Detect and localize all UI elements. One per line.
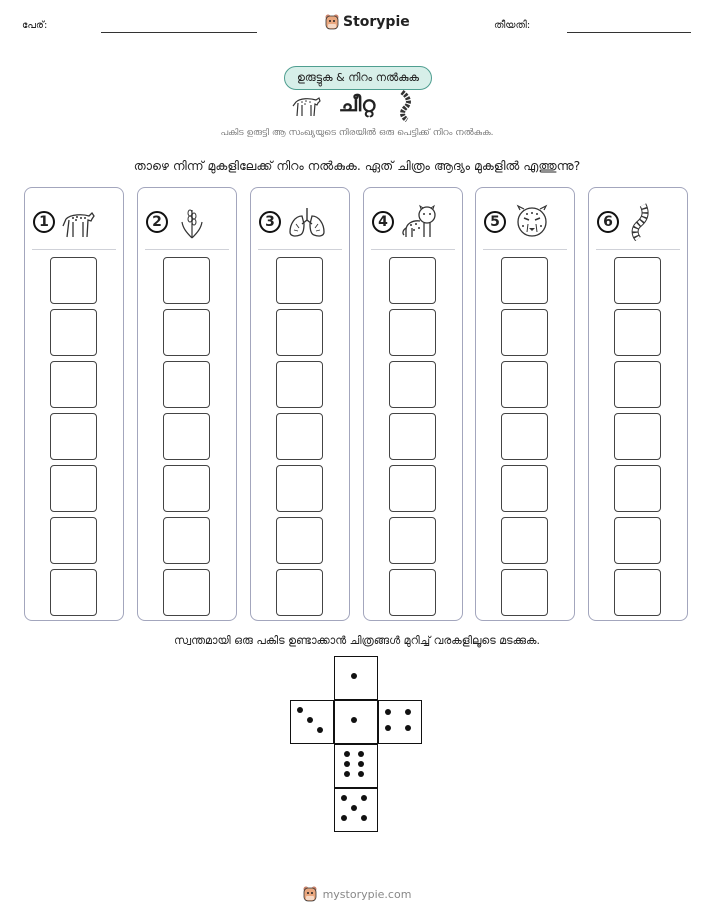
color-box[interactable] <box>389 517 436 564</box>
color-box[interactable] <box>50 361 97 408</box>
dice-face-three <box>290 700 334 744</box>
color-box[interactable] <box>50 465 97 512</box>
color-box[interactable] <box>276 413 323 460</box>
dice-face-five <box>334 788 378 832</box>
pip <box>341 815 347 821</box>
color-box[interactable] <box>501 257 548 304</box>
pip <box>351 717 357 723</box>
column-6 <box>588 187 688 621</box>
color-box[interactable] <box>389 309 436 356</box>
pip <box>344 751 350 757</box>
color-box[interactable] <box>501 413 548 460</box>
color-box[interactable] <box>501 465 548 512</box>
pip <box>358 771 364 777</box>
column-divider <box>32 249 116 250</box>
color-box[interactable] <box>614 361 661 408</box>
activity-badge: ഉരുട്ടുക & നിറം നൽകുക <box>284 66 432 90</box>
color-box[interactable] <box>276 309 323 356</box>
pip <box>361 795 367 801</box>
dice-net[interactable] <box>290 656 426 836</box>
brand-logo <box>325 14 410 30</box>
color-box[interactable] <box>614 413 661 460</box>
column-divider <box>145 249 229 250</box>
instruction: താഴെ നിന്ന് മുകളിലേക്ക് നിറം നൽകുക. ഏത് ചിത്രം ആദ്യം മുകളിൽ എത്തുന്നു? <box>133 158 581 173</box>
pip <box>341 795 347 801</box>
column-2 <box>137 187 237 621</box>
column-3 <box>250 187 350 621</box>
name-label: പേര്: <box>22 20 48 31</box>
dice-face-one <box>334 700 378 744</box>
date-line[interactable] <box>567 32 691 33</box>
color-box[interactable] <box>389 569 436 616</box>
column-5 <box>475 187 575 621</box>
dice-face-four <box>378 700 422 744</box>
pip <box>361 815 367 821</box>
color-box[interactable] <box>276 517 323 564</box>
pip <box>307 717 313 723</box>
pip <box>344 761 350 767</box>
pip <box>351 805 357 811</box>
pip <box>358 761 364 767</box>
color-box[interactable] <box>50 257 97 304</box>
color-box[interactable] <box>163 569 210 616</box>
cheetah-standing-icon <box>61 204 97 240</box>
net-instruction: സ്വന്തമായി ഒരു പകിട ഉണ്ടാക്കാൻ ചിത്രങ്ങൾ മുറിച്ച് വരകളിലൂടെ മടക്കുക. <box>174 634 540 647</box>
color-box[interactable] <box>501 361 548 408</box>
color-box[interactable] <box>501 569 548 616</box>
color-box[interactable] <box>50 517 97 564</box>
grass-stalk-icon <box>174 204 210 240</box>
dice-face-six <box>334 744 378 788</box>
color-box[interactable] <box>163 361 210 408</box>
column-number: 2 <box>146 211 168 233</box>
lungs-icon <box>287 204 327 240</box>
bear-logo-icon <box>303 886 317 902</box>
footer-url[interactable]: mystorypie.com <box>322 887 412 901</box>
color-box[interactable] <box>163 257 210 304</box>
column-number: 4 <box>372 211 394 233</box>
color-box[interactable] <box>276 569 323 616</box>
color-box[interactable] <box>163 413 210 460</box>
pip <box>351 673 357 679</box>
color-box[interactable] <box>389 413 436 460</box>
color-box[interactable] <box>276 465 323 512</box>
footer <box>0 886 714 902</box>
date-label: തീയതി: <box>494 20 531 31</box>
brand-name: Storypie <box>343 14 410 30</box>
color-box[interactable] <box>50 309 97 356</box>
color-box[interactable] <box>614 257 661 304</box>
column-divider <box>483 249 567 250</box>
pip <box>317 727 323 733</box>
bear-logo-icon <box>325 14 339 30</box>
cheetah-cub-icon <box>400 204 440 240</box>
pip <box>344 771 350 777</box>
color-box[interactable] <box>276 361 323 408</box>
color-box[interactable] <box>163 309 210 356</box>
subtitle: പകിട ഉരുട്ടി ആ സംഖ്യയുടെ നിരയിൽ ഒരു പെട്ടിക്ക് നിറം നൽകുക. <box>220 128 494 138</box>
column-divider <box>371 249 455 250</box>
color-box[interactable] <box>614 465 661 512</box>
column-number: 6 <box>597 211 619 233</box>
column-1 <box>24 187 124 621</box>
color-box[interactable] <box>50 569 97 616</box>
pip <box>405 725 411 731</box>
color-box[interactable] <box>389 257 436 304</box>
cheetah-face-icon <box>512 204 552 240</box>
color-box[interactable] <box>501 309 548 356</box>
color-box[interactable] <box>614 517 661 564</box>
spine-icon <box>625 203 655 241</box>
page-title: ചീറ്റ <box>338 92 376 116</box>
column-divider <box>596 249 680 250</box>
pip <box>405 709 411 715</box>
pip <box>385 725 391 731</box>
color-box[interactable] <box>276 257 323 304</box>
color-box[interactable] <box>389 465 436 512</box>
color-box[interactable] <box>163 465 210 512</box>
spine-small-icon <box>396 90 416 122</box>
color-box[interactable] <box>501 517 548 564</box>
color-box[interactable] <box>389 361 436 408</box>
column-divider <box>258 249 342 250</box>
column-number: 1 <box>33 211 55 233</box>
color-box[interactable] <box>50 413 97 460</box>
column-number: 5 <box>484 211 506 233</box>
dice-face-one <box>334 656 378 700</box>
column-number: 3 <box>259 211 281 233</box>
pip <box>358 751 364 757</box>
color-box[interactable] <box>614 569 661 616</box>
name-line[interactable] <box>101 32 257 33</box>
column-4 <box>363 187 463 621</box>
pip <box>385 709 391 715</box>
color-box[interactable] <box>614 309 661 356</box>
color-box[interactable] <box>163 517 210 564</box>
pip <box>297 707 303 713</box>
